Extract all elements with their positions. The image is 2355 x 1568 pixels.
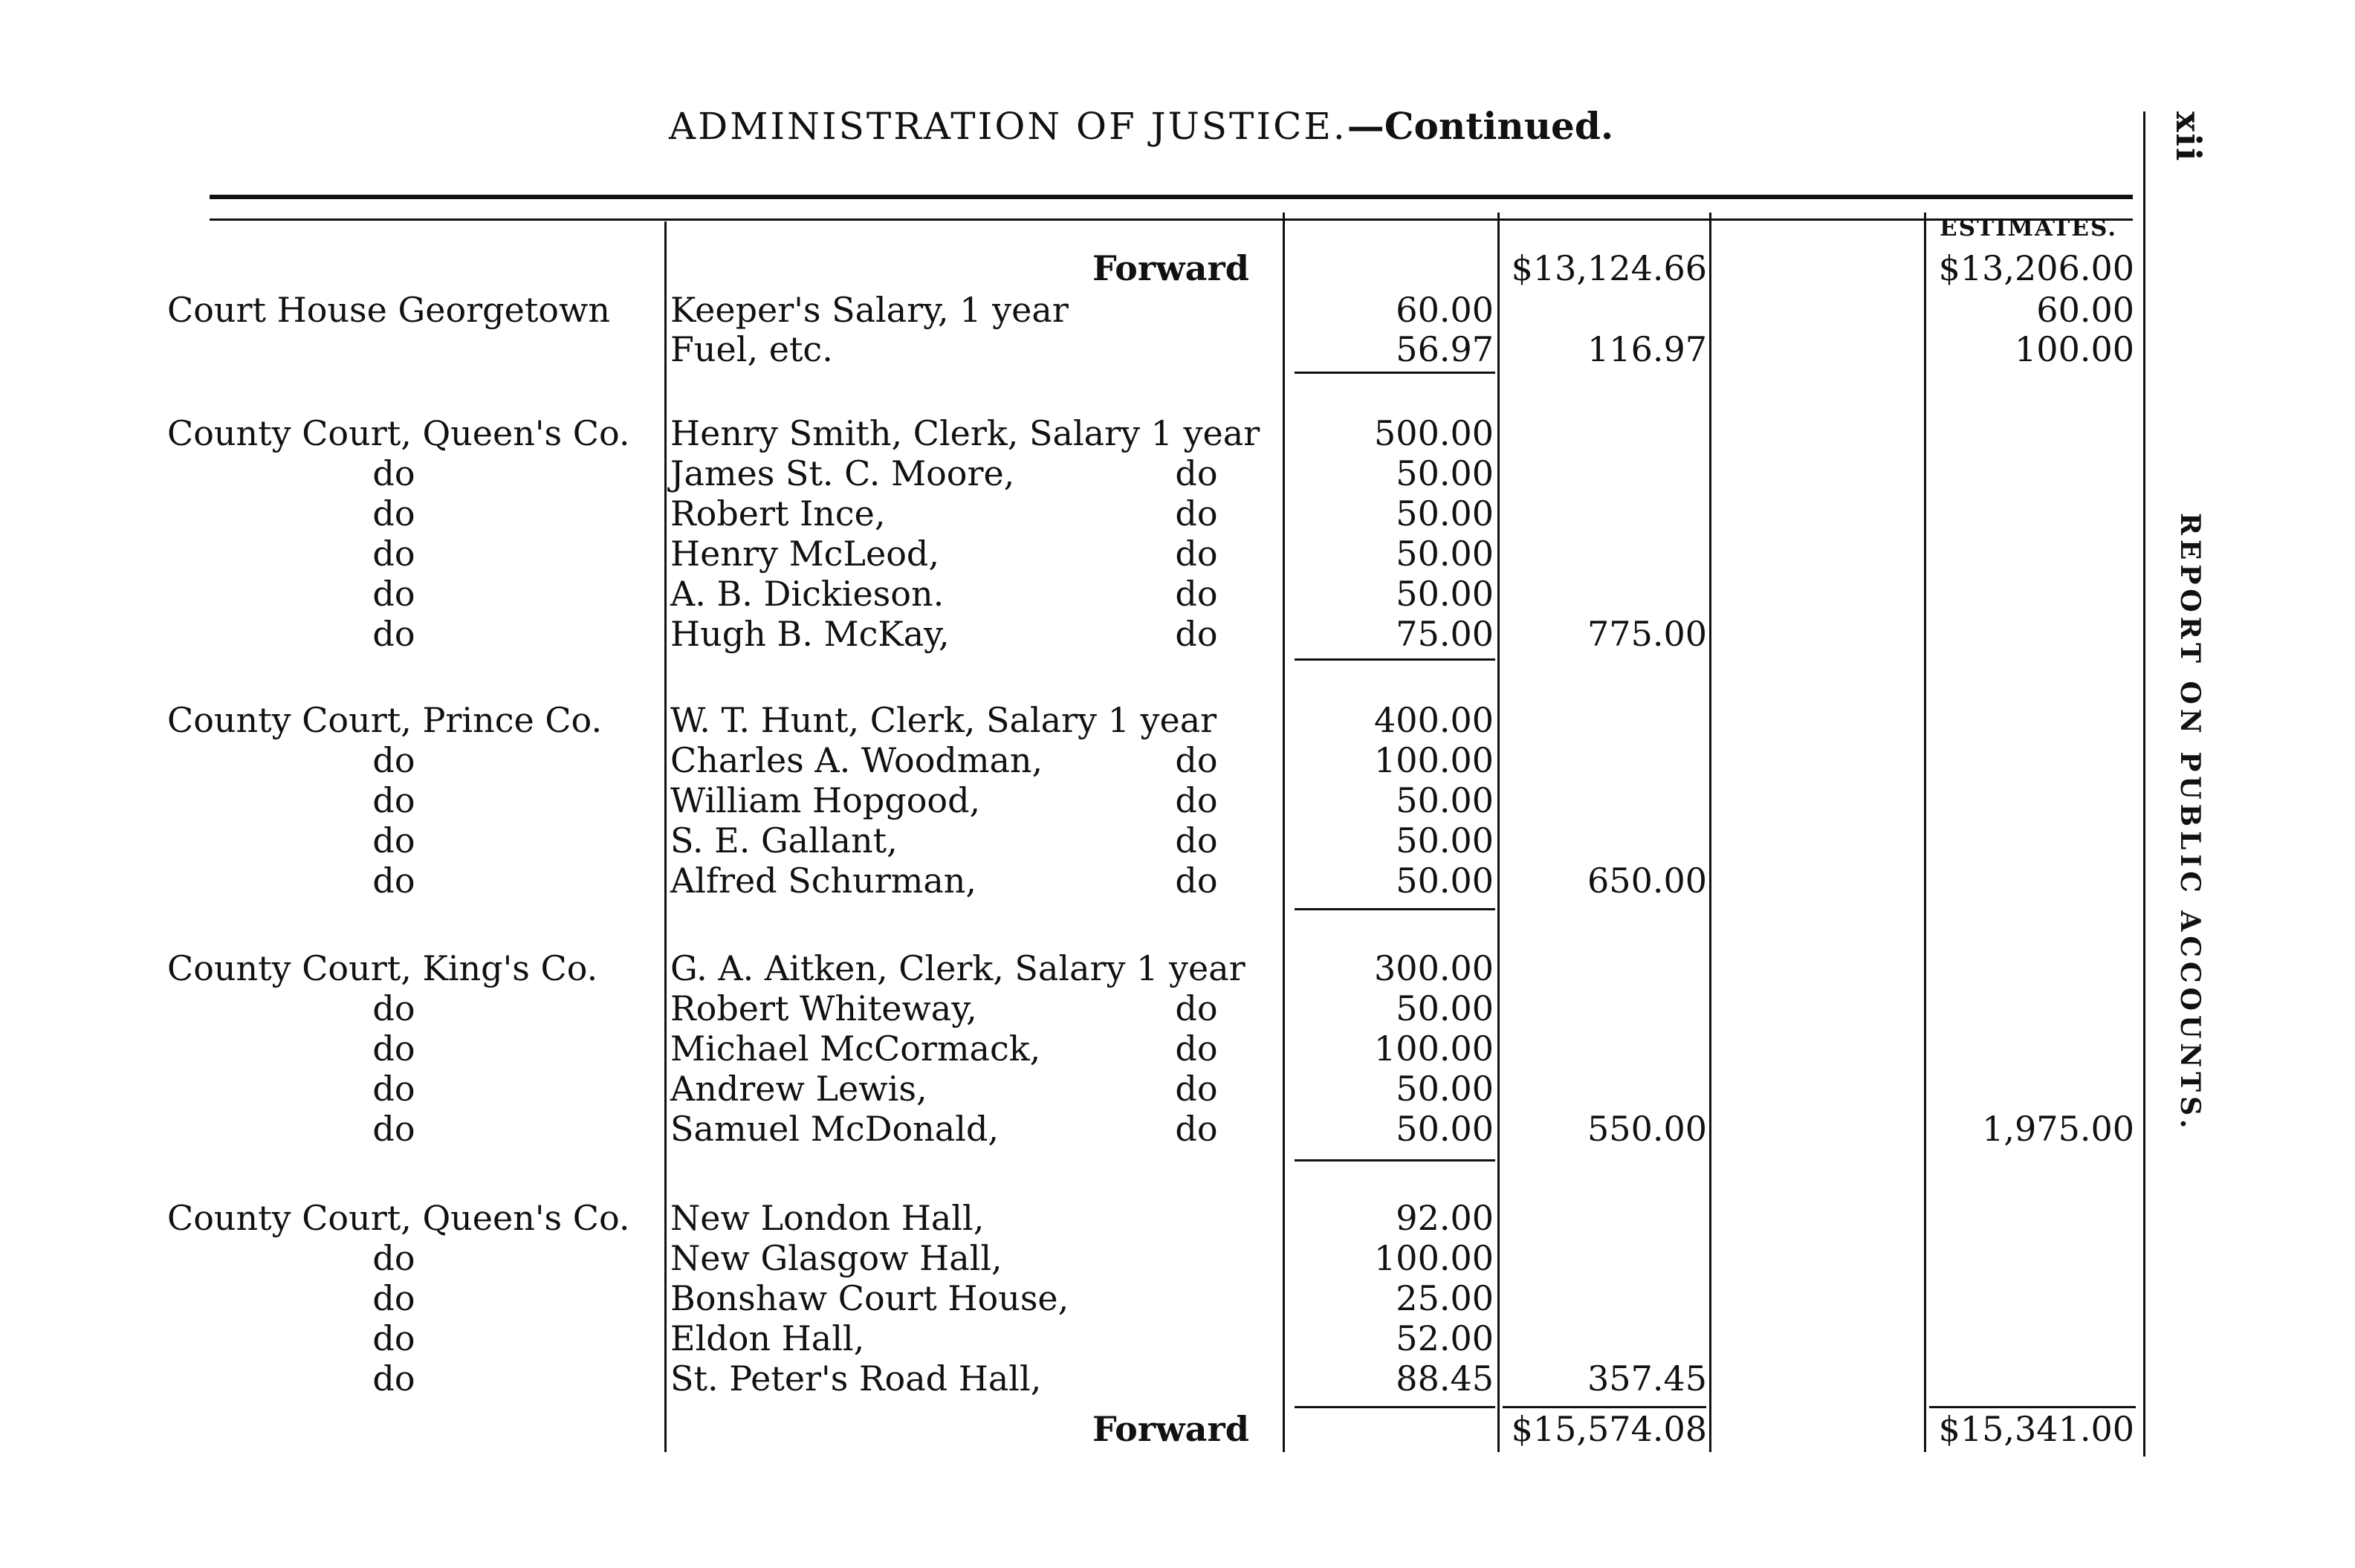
subtotal-rule [1503, 1406, 1706, 1408]
item-description: Samuel McDonald, [670, 1109, 1000, 1149]
column-rule-item [664, 221, 667, 1452]
item-ditto: do [1175, 780, 1218, 820]
amount-cell: 56.97 [1396, 329, 1494, 369]
top-rule-thick [210, 195, 2133, 199]
running-title: REPORT ON PUBLIC ACCOUNTS. [2174, 513, 2206, 1133]
subtotal-rule [1295, 658, 1495, 661]
item-description: Bonshaw Court House, [670, 1278, 1069, 1318]
section-ditto: do [372, 988, 415, 1028]
amount-cell: 60.00 [1396, 290, 1494, 330]
subtotal-cell: 357.45 [1587, 1358, 1707, 1399]
item-ditto: do [1175, 453, 1218, 493]
item-description: Alfred Schurman, [670, 861, 977, 901]
item-description: A. B. Dickieson. [670, 574, 945, 614]
section-ditto: do [372, 534, 415, 574]
page-heading [669, 104, 1613, 148]
item-description: G. A. Aitken, Clerk, Salary 1 year [670, 948, 1245, 988]
top-rule-thin [210, 218, 2133, 221]
amount-cell: 50.00 [1396, 493, 1494, 534]
amount-cell: 50.00 [1396, 1109, 1494, 1149]
estimate-cell: $15,341.00 [1938, 1409, 2134, 1449]
amount-cell: 52.00 [1396, 1318, 1494, 1358]
column-rule-amount [1283, 213, 1285, 1452]
item-description: Fuel, etc. [670, 329, 833, 369]
item-description: Charles A. Woodman, [670, 740, 1043, 780]
amount-cell: 300.00 [1374, 948, 1494, 988]
heading-continued: —Continued. [1347, 104, 1614, 148]
amount-cell: 50.00 [1396, 534, 1494, 574]
section-label: County Court, King's Co. [167, 948, 598, 988]
item-description: New Glasgow Hall, [670, 1238, 1002, 1278]
item-description: James St. C. Moore, [670, 453, 1015, 493]
item-description: St. Peter's Road Hall, [670, 1358, 1042, 1399]
estimate-cell: 60.00 [2036, 290, 2134, 330]
subtotal-cell: 116.97 [1587, 329, 1707, 369]
item-description: Robert Whiteway, [670, 988, 977, 1028]
item-ditto: do [1175, 614, 1218, 654]
section-ditto: do [372, 1238, 415, 1278]
column-rule-estimates [1924, 213, 1926, 1452]
section-ditto: do [372, 780, 415, 820]
item-ditto: do [1175, 1028, 1218, 1069]
section-ditto: do [372, 861, 415, 901]
amount-cell: 100.00 [1374, 1028, 1494, 1069]
item-ditto: do [1175, 820, 1218, 861]
column-rule-subtotal [1497, 213, 1500, 1452]
estimates-heading: ESTIMATES. [1940, 215, 2118, 242]
section-ditto: do [372, 1069, 415, 1109]
item-description: Keeper's Salary, 1 year [670, 290, 1069, 330]
item-ditto: do [1175, 1109, 1218, 1149]
amount-cell: 75.00 [1396, 614, 1494, 654]
subtotal-rule [1295, 372, 1495, 374]
item-description: Eldon Hall, [670, 1318, 865, 1358]
item-description: New London Hall, [670, 1198, 985, 1238]
item-ditto: do [1175, 988, 1218, 1028]
amount-cell: 100.00 [1374, 1238, 1494, 1278]
section-label: County Court, Queen's Co. [167, 413, 630, 453]
subtotal-rule [1929, 1406, 2136, 1408]
estimate-cell: 1,975.00 [1982, 1109, 2134, 1149]
section-ditto: do [372, 453, 415, 493]
estimate-cell: $13,206.00 [1938, 248, 2134, 288]
amount-cell: 100.00 [1374, 740, 1494, 780]
subtotal-cell: $15,574.08 [1511, 1409, 1707, 1449]
item-description: Michael McCormack, [670, 1028, 1041, 1069]
subtotal-cell: 550.00 [1587, 1109, 1707, 1149]
section-ditto: do [372, 1278, 415, 1318]
item-ditto: do [1175, 861, 1218, 901]
amount-cell: 25.00 [1396, 1278, 1494, 1318]
section-label: County Court, Queen's Co. [167, 1198, 630, 1238]
page-number: xii [2168, 111, 2209, 163]
amount-cell: 50.00 [1396, 574, 1494, 614]
amount-cell: 92.00 [1396, 1198, 1494, 1238]
section-ditto: do [372, 1109, 415, 1149]
subtotal-rule [1295, 1406, 1495, 1408]
section-ditto: do [372, 493, 415, 534]
item-description: Hugh B. McKay, [670, 614, 950, 654]
item-description: Andrew Lewis, [670, 1069, 927, 1109]
amount-cell: 50.00 [1396, 780, 1494, 820]
amount-cell: 88.45 [1396, 1358, 1494, 1399]
item-ditto: do [1175, 740, 1218, 780]
column-rule-blank [1709, 213, 1711, 1452]
amount-cell: 400.00 [1374, 700, 1494, 740]
section-ditto: do [372, 1358, 415, 1399]
item-description: William Hopgood, [670, 780, 981, 820]
item-ditto: do [1175, 574, 1218, 614]
amount-cell: 50.00 [1396, 453, 1494, 493]
item-description: Robert Ince, [670, 493, 886, 534]
section-ditto: do [372, 1318, 415, 1358]
margin-rule [2143, 111, 2145, 1457]
item-description: W. T. Hunt, Clerk, Salary 1 year [670, 700, 1217, 740]
amount-cell: 50.00 [1396, 1069, 1494, 1109]
amount-cell: 500.00 [1374, 413, 1494, 453]
amount-cell: 50.00 [1396, 861, 1494, 901]
item-ditto: do [1175, 534, 1218, 574]
section-label: County Court, Prince Co. [167, 700, 603, 740]
section-label: Court House Georgetown [167, 290, 611, 330]
subtotal-cell: $13,124.66 [1511, 248, 1707, 288]
section-ditto: do [372, 820, 415, 861]
subtotal-rule [1295, 908, 1495, 910]
item-ditto: do [1175, 493, 1218, 534]
subtotal-rule [1295, 1159, 1495, 1162]
amount-cell: 50.00 [1396, 820, 1494, 861]
forward-label: Forward [1092, 248, 1249, 288]
item-ditto: do [1175, 1069, 1218, 1109]
section-ditto: do [372, 740, 415, 780]
heading-title: ADMINISTRATION OF JUSTICE. [669, 105, 1347, 148]
item-description: S. E. Gallant, [670, 820, 898, 861]
section-ditto: do [372, 1028, 415, 1069]
section-ditto: do [372, 574, 415, 614]
item-description: Henry Smith, Clerk, Salary 1 year [670, 413, 1260, 453]
section-ditto: do [372, 614, 415, 654]
item-description: Henry McLeod, [670, 534, 939, 574]
estimate-cell: 100.00 [2015, 329, 2134, 369]
subtotal-cell: 650.00 [1587, 861, 1707, 901]
forward-label: Forward [1092, 1409, 1249, 1449]
subtotal-cell: 775.00 [1587, 614, 1707, 654]
amount-cell: 50.00 [1396, 988, 1494, 1028]
